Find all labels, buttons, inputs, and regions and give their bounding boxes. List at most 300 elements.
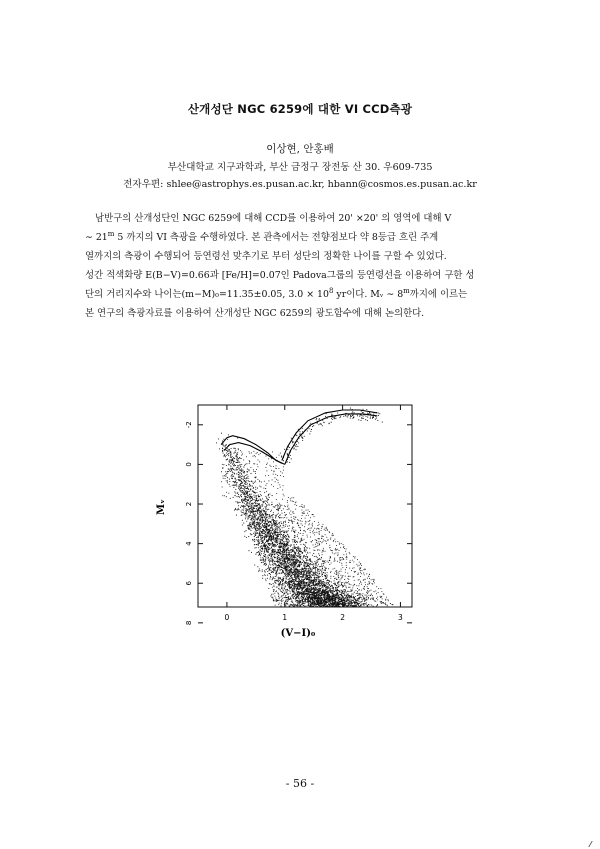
star-point — [304, 594, 305, 595]
star-point — [338, 552, 339, 553]
star-point — [304, 586, 305, 587]
star-point — [297, 593, 298, 594]
star-point — [279, 598, 280, 599]
star-point — [315, 593, 316, 594]
star-point — [361, 584, 362, 585]
star-point — [310, 583, 311, 584]
star-point — [246, 511, 247, 512]
star-point — [293, 596, 294, 597]
star-point — [284, 532, 285, 533]
star-point — [284, 537, 285, 538]
star-point — [291, 598, 292, 599]
star-point — [306, 515, 307, 516]
star-point — [315, 544, 316, 545]
star-point — [317, 550, 318, 551]
star-point — [238, 508, 239, 509]
star-point — [316, 575, 317, 576]
star-point — [275, 561, 276, 562]
star-point — [254, 526, 255, 527]
star-point — [329, 560, 330, 561]
star-point — [310, 597, 311, 598]
star-point — [279, 523, 280, 524]
star-point — [322, 573, 323, 574]
star-point — [286, 555, 287, 556]
star-point — [360, 605, 361, 606]
star-point — [312, 601, 313, 602]
star-point — [293, 513, 294, 514]
star-point — [313, 545, 314, 546]
star-point — [267, 571, 268, 572]
star-point — [313, 606, 314, 607]
star-point — [271, 528, 272, 529]
star-point — [309, 520, 310, 521]
star-point — [309, 585, 310, 586]
star-point — [267, 575, 268, 576]
star-point — [286, 559, 287, 560]
star-point — [295, 605, 296, 606]
star-point — [375, 601, 376, 602]
star-point — [318, 584, 319, 585]
star-point — [314, 589, 315, 590]
star-point — [372, 599, 373, 600]
star-point — [251, 515, 252, 516]
star-point — [323, 604, 324, 605]
star-point — [315, 572, 316, 573]
star-point — [350, 584, 351, 585]
star-point — [233, 485, 234, 486]
star-point — [307, 557, 308, 558]
star-point — [318, 584, 319, 585]
star-point — [273, 600, 274, 601]
star-point — [305, 605, 306, 606]
star-point — [312, 598, 313, 599]
star-point — [272, 517, 273, 518]
star-point — [325, 604, 326, 605]
star-point — [262, 529, 263, 530]
star-point — [266, 501, 267, 502]
star-point — [258, 523, 259, 524]
star-point — [273, 572, 274, 573]
star-point — [241, 514, 242, 515]
star-point — [316, 572, 317, 573]
star-point — [329, 581, 330, 582]
star-point — [249, 497, 250, 498]
star-point — [305, 600, 306, 601]
star-point — [337, 590, 338, 591]
star-point — [300, 597, 301, 598]
star-point — [317, 602, 318, 603]
star-point — [241, 487, 242, 488]
star-point — [265, 542, 266, 543]
star-point — [271, 550, 272, 551]
star-point — [280, 583, 281, 584]
star-point — [260, 528, 261, 529]
star-point — [347, 605, 348, 606]
star-point — [365, 582, 366, 583]
star-point — [278, 527, 279, 528]
star-point — [256, 539, 257, 540]
star-point — [313, 584, 314, 585]
star-point — [270, 516, 271, 517]
star-point — [273, 567, 274, 568]
star-point — [221, 433, 222, 434]
star-point — [271, 558, 272, 559]
star-point — [380, 588, 381, 589]
star-point — [311, 596, 312, 597]
star-point — [245, 491, 246, 492]
star-point — [341, 598, 342, 599]
star-point — [321, 595, 322, 596]
star-point — [334, 561, 335, 562]
star-point — [323, 605, 324, 606]
star-point — [333, 591, 334, 592]
star-point — [311, 564, 312, 565]
star-point — [309, 601, 310, 602]
star-point — [277, 538, 278, 539]
star-point — [324, 605, 325, 606]
star-point — [323, 592, 324, 593]
star-point — [356, 593, 357, 594]
star-point — [283, 579, 284, 580]
star-point — [308, 568, 309, 569]
star-point — [277, 559, 278, 560]
star-point — [364, 603, 365, 604]
cmd-frame — [198, 405, 412, 607]
star-point — [269, 570, 270, 571]
star-point — [242, 485, 243, 486]
star-point — [291, 562, 292, 563]
star-point — [246, 480, 247, 481]
star-point — [289, 583, 290, 584]
star-point — [351, 601, 352, 602]
star-point — [296, 568, 297, 569]
star-point — [266, 509, 267, 510]
star-point — [297, 523, 298, 524]
star-point — [247, 499, 248, 500]
star-point — [329, 545, 330, 546]
star-point — [272, 534, 273, 535]
star-point — [255, 477, 256, 478]
star-point — [281, 600, 282, 601]
star-point — [323, 585, 324, 586]
star-point — [355, 590, 356, 591]
star-point — [368, 592, 369, 593]
star-point — [294, 537, 295, 538]
star-point — [315, 582, 316, 583]
star-point — [298, 604, 299, 605]
star-point — [254, 514, 255, 515]
star-point — [285, 590, 286, 591]
star-point — [280, 547, 281, 548]
cmd-plot-border — [198, 405, 412, 607]
star-point — [344, 579, 345, 580]
star-point — [268, 518, 269, 519]
star-point — [284, 545, 285, 546]
star-point — [271, 523, 272, 524]
star-point — [282, 540, 283, 541]
star-point — [248, 511, 249, 512]
star-point — [294, 567, 295, 568]
star-point — [318, 581, 319, 582]
star-point — [305, 546, 306, 547]
star-point — [268, 532, 269, 533]
star-point — [280, 590, 281, 591]
star-point — [282, 598, 283, 599]
star-point — [296, 505, 297, 506]
star-point — [285, 562, 286, 563]
star-point — [302, 603, 303, 604]
star-point — [259, 522, 260, 523]
star-point — [244, 513, 245, 514]
star-point — [291, 571, 292, 572]
star-point — [332, 600, 333, 601]
star-point — [325, 576, 326, 577]
star-point — [275, 546, 276, 547]
star-point — [284, 495, 285, 496]
star-point — [381, 597, 382, 598]
star-point — [258, 526, 259, 527]
star-point — [306, 554, 307, 555]
star-point — [229, 450, 230, 451]
star-point — [315, 587, 316, 588]
star-point — [262, 515, 263, 516]
star-point — [347, 594, 348, 595]
star-point — [309, 588, 310, 589]
star-point — [288, 597, 289, 598]
star-point — [325, 560, 326, 561]
star-point — [334, 580, 335, 581]
star-point — [308, 563, 309, 564]
star-point — [299, 601, 300, 602]
star-point — [305, 523, 306, 524]
star-point — [286, 578, 287, 579]
star-point — [334, 596, 335, 597]
star-point — [282, 527, 283, 528]
star-point — [262, 498, 263, 499]
star-point — [313, 564, 314, 565]
star-point — [315, 579, 316, 580]
star-point — [311, 594, 312, 595]
star-point — [265, 532, 266, 533]
star-point — [276, 529, 277, 530]
star-point — [289, 570, 290, 571]
star-point — [227, 451, 228, 452]
star-point — [262, 549, 263, 550]
star-point — [364, 601, 365, 602]
star-point — [346, 562, 347, 563]
star-point — [361, 604, 362, 605]
star-point — [256, 498, 257, 499]
star-point — [307, 599, 308, 600]
star-point — [289, 599, 290, 600]
star-point — [273, 583, 274, 584]
star-point — [343, 547, 344, 548]
star-point — [307, 562, 308, 563]
star-point — [250, 506, 251, 507]
star-point — [299, 506, 300, 507]
star-point — [309, 568, 310, 569]
star-point — [289, 513, 290, 514]
star-point — [342, 565, 343, 566]
star-point — [280, 533, 281, 534]
star-point — [250, 504, 251, 505]
star-point — [297, 542, 298, 543]
star-point — [323, 600, 324, 601]
abstract-line-2-pre: ∼ 21 — [85, 232, 108, 243]
star-point — [313, 580, 314, 581]
star-point — [275, 563, 276, 564]
star-point — [302, 594, 303, 595]
star-point — [304, 574, 305, 575]
star-point — [274, 561, 275, 562]
star-point — [283, 595, 284, 596]
star-point — [361, 605, 362, 606]
star-point — [252, 517, 253, 518]
star-point — [275, 541, 276, 542]
star-point — [302, 601, 303, 602]
star-point — [338, 581, 339, 582]
star-point — [306, 556, 307, 557]
star-point — [255, 533, 256, 534]
star-point — [303, 587, 304, 588]
star-point — [317, 601, 318, 602]
star-point — [277, 541, 278, 542]
star-point — [253, 508, 254, 509]
star-point — [316, 598, 317, 599]
star-point — [245, 487, 246, 488]
star-point — [316, 546, 317, 547]
star-point — [250, 524, 251, 525]
star-point — [288, 497, 289, 498]
star-point — [231, 470, 232, 471]
star-point — [235, 448, 236, 449]
star-point — [288, 530, 289, 531]
star-point — [340, 547, 341, 548]
star-point — [243, 512, 244, 513]
star-point — [268, 543, 269, 544]
star-point — [244, 465, 245, 466]
star-point — [310, 558, 311, 559]
star-point — [273, 599, 274, 600]
star-point — [280, 505, 281, 506]
star-point — [317, 565, 318, 566]
star-point — [321, 581, 322, 582]
star-point — [319, 590, 320, 591]
star-point — [270, 577, 271, 578]
star-point — [356, 585, 357, 586]
star-point — [297, 584, 298, 585]
star-point — [343, 600, 344, 601]
star-point — [237, 501, 238, 502]
star-point — [346, 599, 347, 600]
star-point — [367, 584, 368, 585]
star-point — [264, 520, 265, 521]
star-point — [281, 556, 282, 557]
star-point — [310, 532, 311, 533]
star-point — [226, 465, 227, 466]
star-point — [322, 568, 323, 569]
star-point — [346, 559, 347, 560]
star-point — [314, 601, 315, 602]
star-point — [290, 498, 291, 499]
star-point — [304, 582, 305, 583]
star-point — [288, 600, 289, 601]
star-point — [293, 591, 294, 592]
star-point — [291, 545, 292, 546]
star-point — [317, 600, 318, 601]
star-point — [297, 550, 298, 551]
star-point — [257, 522, 258, 523]
star-point — [279, 566, 280, 567]
star-point — [254, 516, 255, 517]
star-point — [263, 520, 264, 521]
star-point — [278, 509, 279, 510]
star-point — [266, 517, 267, 518]
star-point — [292, 547, 293, 548]
star-point — [244, 531, 245, 532]
star-point — [279, 530, 280, 531]
star-point — [261, 532, 262, 533]
star-point — [318, 592, 319, 593]
star-point — [313, 605, 314, 606]
star-point — [331, 563, 332, 564]
star-point — [306, 575, 307, 576]
star-point — [240, 479, 241, 480]
star-point — [281, 558, 282, 559]
star-point — [360, 576, 361, 577]
star-point — [313, 599, 314, 600]
star-point — [260, 560, 261, 561]
star-point — [274, 578, 275, 579]
abstract-line-5-sup: 8 — [328, 286, 334, 295]
star-point — [250, 501, 251, 502]
star-point — [258, 518, 259, 519]
star-point — [277, 529, 278, 530]
star-point — [231, 448, 232, 449]
star-point — [304, 556, 305, 557]
star-point — [288, 508, 289, 509]
star-point — [345, 606, 346, 607]
star-point — [299, 603, 300, 604]
star-point — [296, 502, 297, 503]
star-point — [296, 550, 297, 551]
star-point — [270, 558, 271, 559]
star-point — [228, 434, 229, 435]
star-point — [321, 571, 322, 572]
star-point — [269, 559, 270, 560]
star-point — [321, 587, 322, 588]
star-point — [289, 572, 290, 573]
star-point — [278, 536, 279, 537]
star-point — [238, 476, 239, 477]
star-point — [364, 574, 365, 575]
star-point — [297, 565, 298, 566]
star-point — [297, 534, 298, 535]
star-point — [360, 570, 361, 571]
star-point — [250, 533, 251, 534]
star-point — [231, 469, 232, 470]
star-point — [301, 578, 302, 579]
star-point — [266, 545, 267, 546]
star-point — [265, 536, 266, 537]
star-point — [344, 598, 345, 599]
star-point — [290, 552, 291, 553]
star-point — [276, 575, 277, 576]
star-point — [316, 603, 317, 604]
star-point — [233, 476, 234, 477]
star-point — [245, 518, 246, 519]
star-point — [307, 597, 308, 598]
